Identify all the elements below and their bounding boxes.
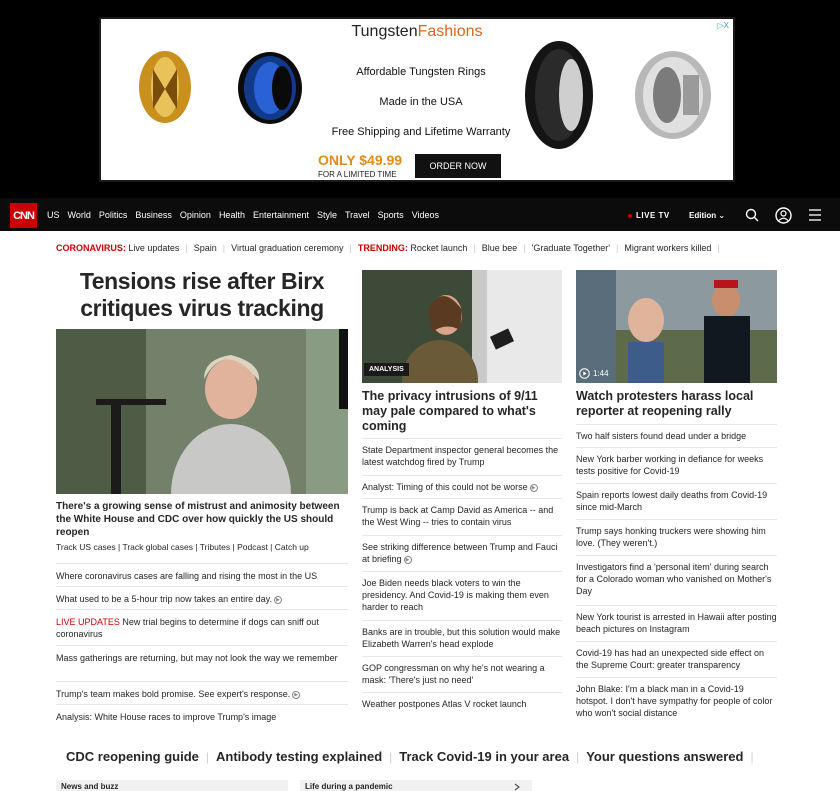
- nav-link-videos[interactable]: Videos: [411, 210, 440, 220]
- silver-ring-image: [629, 47, 717, 143]
- breaking-link-graduation[interactable]: Virtual graduation ceremony: [231, 243, 344, 253]
- right-story-3[interactable]: Spain reports lowest daily deaths from Covid-19 since mid-March: [576, 483, 777, 513]
- lead-subheadline[interactable]: There's a growing sense of mistrust and animosity between the White House and CDC over how quickly the US should reopen: [56, 501, 340, 538]
- right-story-6[interactable]: New York tourist is arrested in Hawaii after posting beach pictures on Instagram: [576, 605, 777, 635]
- ad-order-button[interactable]: ORDER NOW: [415, 154, 501, 178]
- mid-story-1[interactable]: State Department inspector general becomes the latest watchdog fired by Trump: [362, 438, 562, 468]
- analysis-headline[interactable]: The privacy intrusions of 9/11 may pale compared to what's coming: [362, 389, 538, 433]
- lead-headline[interactable]: Tensions rise after Birx critiques virus tracking: [79, 268, 325, 321]
- mid-story-3[interactable]: Trump is back at Camp David as America -- and the West Wing -- tries to contain virus: [362, 498, 562, 528]
- ad-choices-icon[interactable]: ▷X: [717, 21, 729, 30]
- live-updates-label: LIVE UPDATES: [56, 617, 120, 627]
- ad-price: ONLY $49.99: [318, 152, 403, 168]
- nav-link-sports[interactable]: Sports: [377, 210, 404, 220]
- mid-story-4[interactable]: See striking difference between Trump and Fauci at briefing ▶: [362, 535, 562, 565]
- ad-line-2: Made in the USA: [379, 96, 463, 108]
- menu-icon[interactable]: [808, 209, 822, 221]
- video-photo[interactable]: [576, 270, 777, 383]
- nav-link-travel[interactable]: Travel: [345, 210, 370, 220]
- breaking-link-live-updates[interactable]: Live updates: [128, 243, 180, 253]
- right-story-2[interactable]: New York barber working in defiance for weeks tests positive for Covid-19: [576, 447, 777, 477]
- mid-story-5[interactable]: Joe Biden needs black voters to win the presidency. And Covid-19 is making them even harder to reach: [362, 571, 562, 613]
- account-icon[interactable]: [775, 207, 792, 224]
- breaking-news-bar: CORONAVIRUS: Live updates | Spain | Virtual graduation ceremony | TRENDING: Rocket launch | Blue bee | 'Graduate Together' | Migrant workers killed |: [56, 243, 720, 253]
- nav-link-us[interactable]: US: [47, 210, 60, 220]
- lead-story-6[interactable]: Analysis: White House races to improve Trump's image: [56, 704, 348, 723]
- play-circle-icon: [579, 368, 590, 379]
- track-covid-link[interactable]: Track Covid-19 in your area: [399, 749, 570, 764]
- coronavirus-label: CORONAVIRUS:: [56, 243, 126, 253]
- nav-link-entertainment[interactable]: Entertainment: [252, 210, 309, 220]
- nav-links: [47, 210, 439, 220]
- mid-story-7[interactable]: GOP congressman on why he's not wearing a mask: 'There's just no need': [362, 656, 562, 686]
- lead-story-4[interactable]: Mass gatherings are returning, but may not look the way we remember: [56, 645, 348, 664]
- trending-label: TRENDING:: [357, 243, 408, 253]
- lead-photo-image: [56, 329, 348, 494]
- nav-link-politics[interactable]: Politics: [98, 210, 128, 220]
- covid-resource-links: CDC reopening guide | Antibody testing explained | Track Covid-19 in your area | Your questions answered |: [66, 749, 754, 764]
- edition-dropdown[interactable]: Edition ⌄: [689, 211, 726, 220]
- nav-link-opinion[interactable]: Opinion: [179, 210, 211, 220]
- ad-limited-text: FOR A LIMITED TIME: [318, 170, 397, 179]
- live-tv-link[interactable]: LIVE TV: [628, 211, 670, 220]
- blue-ring-image: [234, 49, 308, 127]
- breaking-link-migrant-workers[interactable]: Migrant workers killed: [624, 243, 712, 253]
- ad-line-1: Affordable Tungsten Rings: [356, 66, 486, 78]
- right-story-5[interactable]: Investigators find a 'personal item' during search for a Colorado woman who vanished on Mother's Day: [576, 555, 777, 597]
- lead-quick-links[interactable]: Track US cases | Track global cases | Tributes | Podcast | Catch up: [56, 542, 309, 552]
- lead-story-1[interactable]: Where coronavirus cases are falling and rising the most in the US: [56, 563, 348, 582]
- lead-story-5[interactable]: Trump's team makes bold promise. See expert's response. ▶: [56, 681, 348, 700]
- cnn-logo[interactable]: CNN: [10, 203, 37, 228]
- nav-link-style[interactable]: Style: [316, 210, 337, 220]
- video-photo-image: [576, 270, 777, 383]
- ad-banner[interactable]: [99, 17, 735, 182]
- your-questions-link[interactable]: Your questions answered: [586, 749, 744, 764]
- breaking-link-rocket[interactable]: Rocket launch: [410, 243, 468, 253]
- video-play-icon: ▶: [292, 691, 300, 699]
- search-icon[interactable]: [744, 207, 760, 223]
- nav-link-world[interactable]: World: [67, 210, 91, 220]
- right-story-4[interactable]: Trump says honking truckers were showing him love. (They weren't.): [576, 519, 777, 549]
- video-play-icon: ▶: [274, 596, 282, 604]
- cdc-reopening-guide-link[interactable]: CDC reopening guide: [66, 749, 199, 764]
- life-during-pandemic-header: Life during a pandemic: [300, 780, 532, 791]
- video-duration-badge: 1:44: [579, 368, 609, 379]
- right-story-8[interactable]: John Blake: I'm a black man in a Covid-19 hotspot. I don't have sympathy for people of color who won't social distance: [576, 677, 777, 719]
- video-headline[interactable]: Watch protesters harass local reporter at reopening rally: [576, 389, 754, 418]
- antibody-testing-link[interactable]: Antibody testing explained: [216, 749, 383, 764]
- video-play-icon: ▶: [404, 556, 412, 564]
- news-and-buzz-header: News and buzz: [56, 780, 288, 791]
- ad-brand: TungstenFashions: [351, 23, 483, 40]
- lead-story-3[interactable]: LIVE UPDATES New trial begins to determine if dogs can sniff out coronavirus: [56, 609, 348, 640]
- mid-story-2[interactable]: Analyst: Timing of this could not be worse ▶: [362, 475, 562, 493]
- nav-link-health[interactable]: Health: [218, 210, 245, 220]
- nav-link-business[interactable]: Business: [135, 210, 172, 220]
- gold-ring-image: [135, 49, 199, 127]
- ad-line-3: Free Shipping and Lifetime Warranty: [331, 126, 511, 138]
- mid-story-6[interactable]: Banks are in trouble, but this solution would make Elizabeth Warren's head explode: [362, 620, 562, 650]
- right-story-1[interactable]: Two half sisters found dead under a bridge: [576, 424, 777, 442]
- breaking-link-spain[interactable]: Spain: [193, 243, 217, 253]
- mid-story-8[interactable]: Weather postpones Atlas V rocket launch: [362, 692, 562, 710]
- chevron-right-icon[interactable]: [512, 783, 522, 791]
- video-play-icon: ▶: [530, 484, 538, 492]
- live-dot-icon: [628, 214, 632, 218]
- analysis-tag: ANALYSIS: [364, 363, 409, 376]
- lead-story-2[interactable]: What used to be a 5-hour trip now takes an entire day. ▶: [56, 586, 348, 605]
- lead-photo[interactable]: [56, 329, 348, 494]
- breaking-link-blue-bee[interactable]: Blue bee: [481, 243, 518, 253]
- breaking-link-graduate-together[interactable]: 'Graduate Together': [531, 243, 610, 253]
- right-story-7[interactable]: Covid-19 has had an unexpected side effect on the Supreme Court: greater transparency: [576, 641, 777, 671]
